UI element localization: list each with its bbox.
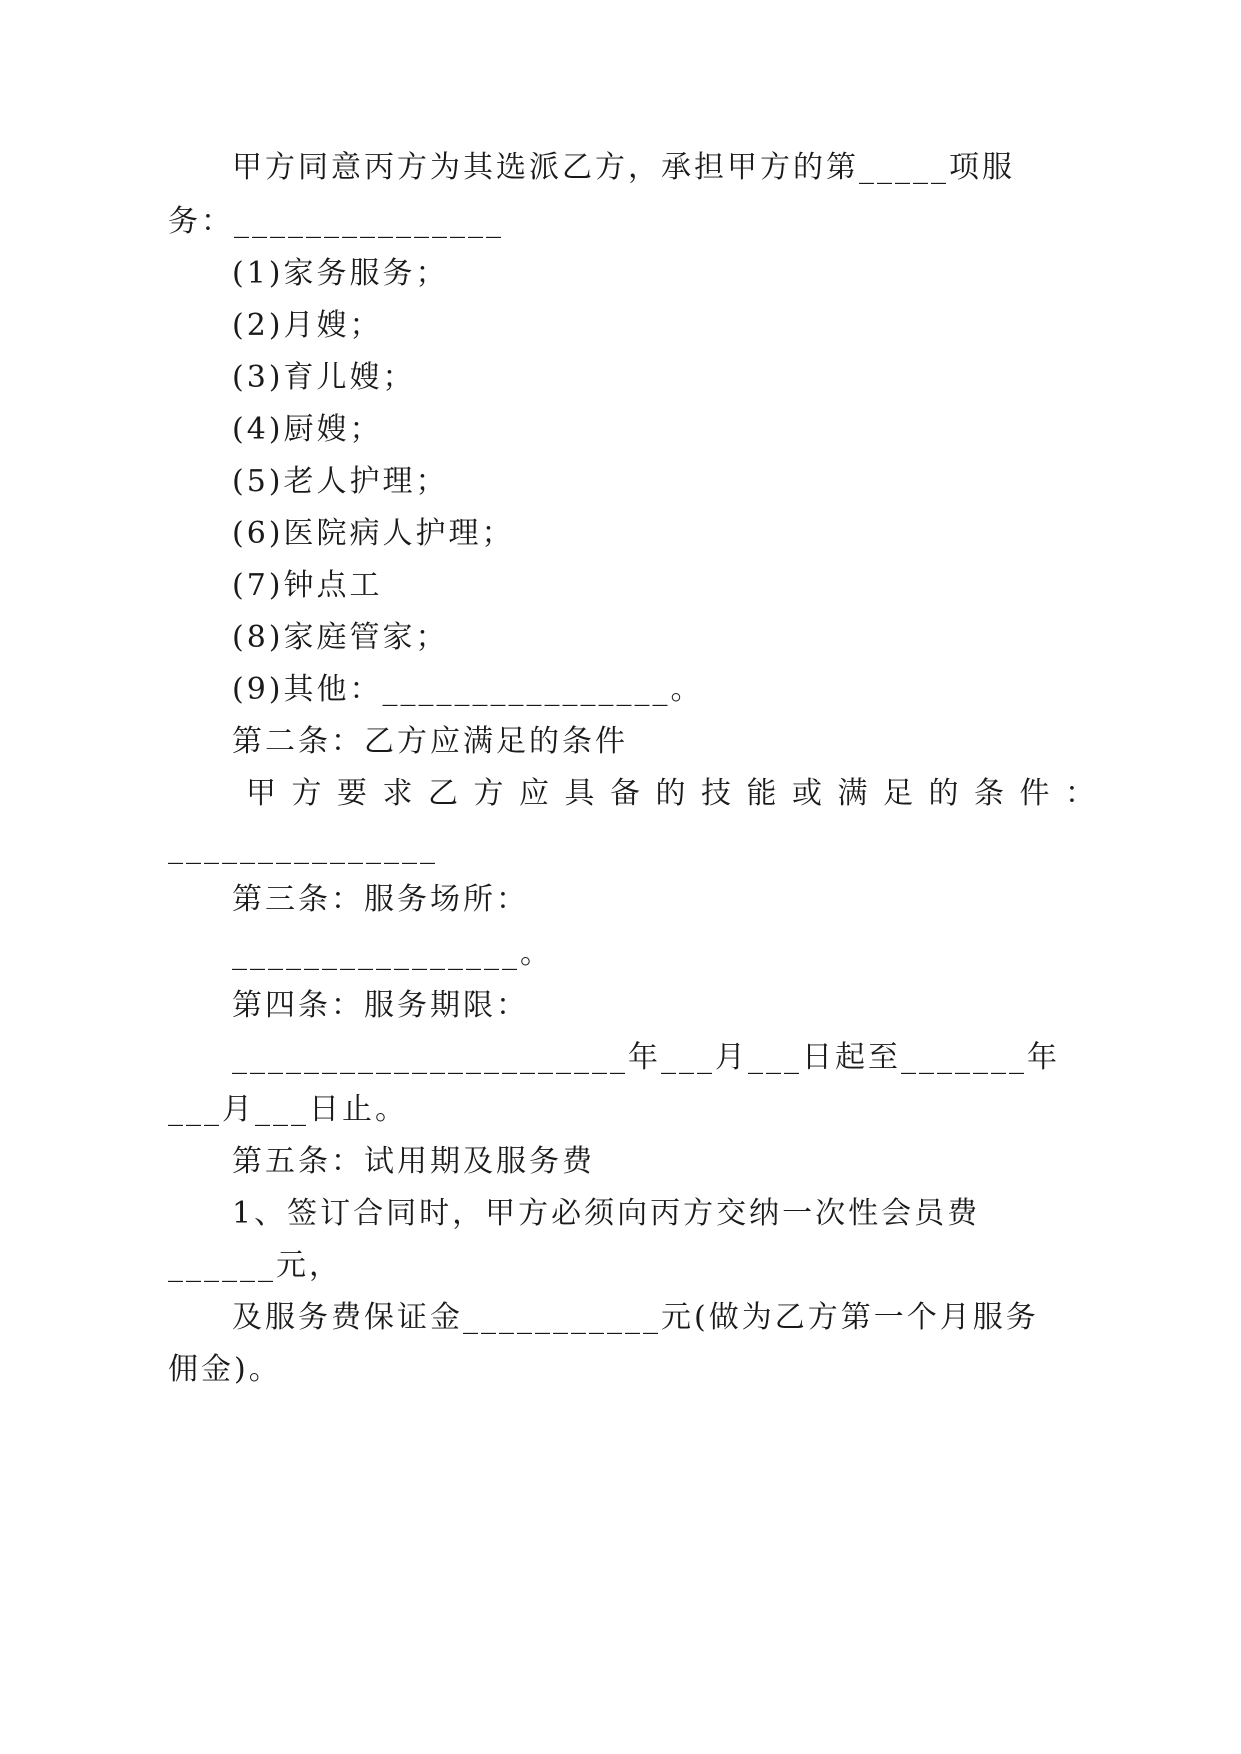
article-3-heading: 第三条：服务场所： — [232, 882, 529, 917]
article-2-heading: 第二条：乙方应满足的条件 — [232, 724, 628, 759]
paragraph-service-assignment: 甲方同意丙方为其选派乙方，承担甲方的第_____项服 — [232, 150, 1015, 185]
article-5-heading: 第五条：试用期及服务费 — [232, 1144, 595, 1179]
paragraph-requirements: 甲方要求乙方应具备的技能或满足的条件： — [246, 776, 1111, 811]
paragraph-service-period-end: ___月___日止。 — [168, 1092, 408, 1127]
paragraph-service-period: ______________________年___月___日起至_______年 — [232, 1040, 1060, 1075]
list-item-service-6: (6)医院病人护理； — [232, 516, 515, 551]
paragraph-deposit-continued: 佣金)。 — [168, 1352, 282, 1387]
list-item-service-3: (3)育儿嫂； — [232, 360, 416, 395]
paragraph-service-assignment-continued: 务：_______________ — [168, 204, 504, 239]
list-item-service-4: (4)厨嫂； — [232, 412, 383, 447]
list-item-service-5: (5)老人护理； — [232, 464, 449, 499]
article-4-heading: 第四条：服务期限： — [232, 988, 529, 1023]
paragraph-membership-fee: 1、签订合同时，甲方必须向丙方交纳一次性会员费 — [232, 1196, 981, 1231]
list-item-service-2: (2)月嫂； — [232, 308, 383, 343]
paragraph-deposit: 及服务费保证金___________元(做为乙方第一个月服务 — [232, 1300, 1039, 1335]
list-item-service-8: (8)家庭管家； — [232, 620, 449, 655]
list-item-service-1: (1)家务服务； — [232, 256, 449, 291]
list-item-service-7: (7)钟点工 — [232, 568, 383, 603]
paragraph-service-location: ________________。 — [232, 936, 553, 971]
paragraph-requirements-blank: _______________ — [168, 830, 438, 865]
paragraph-membership-fee-amount: ______元， — [168, 1248, 342, 1283]
list-item-service-9: (9)其他：________________。 — [232, 672, 704, 707]
